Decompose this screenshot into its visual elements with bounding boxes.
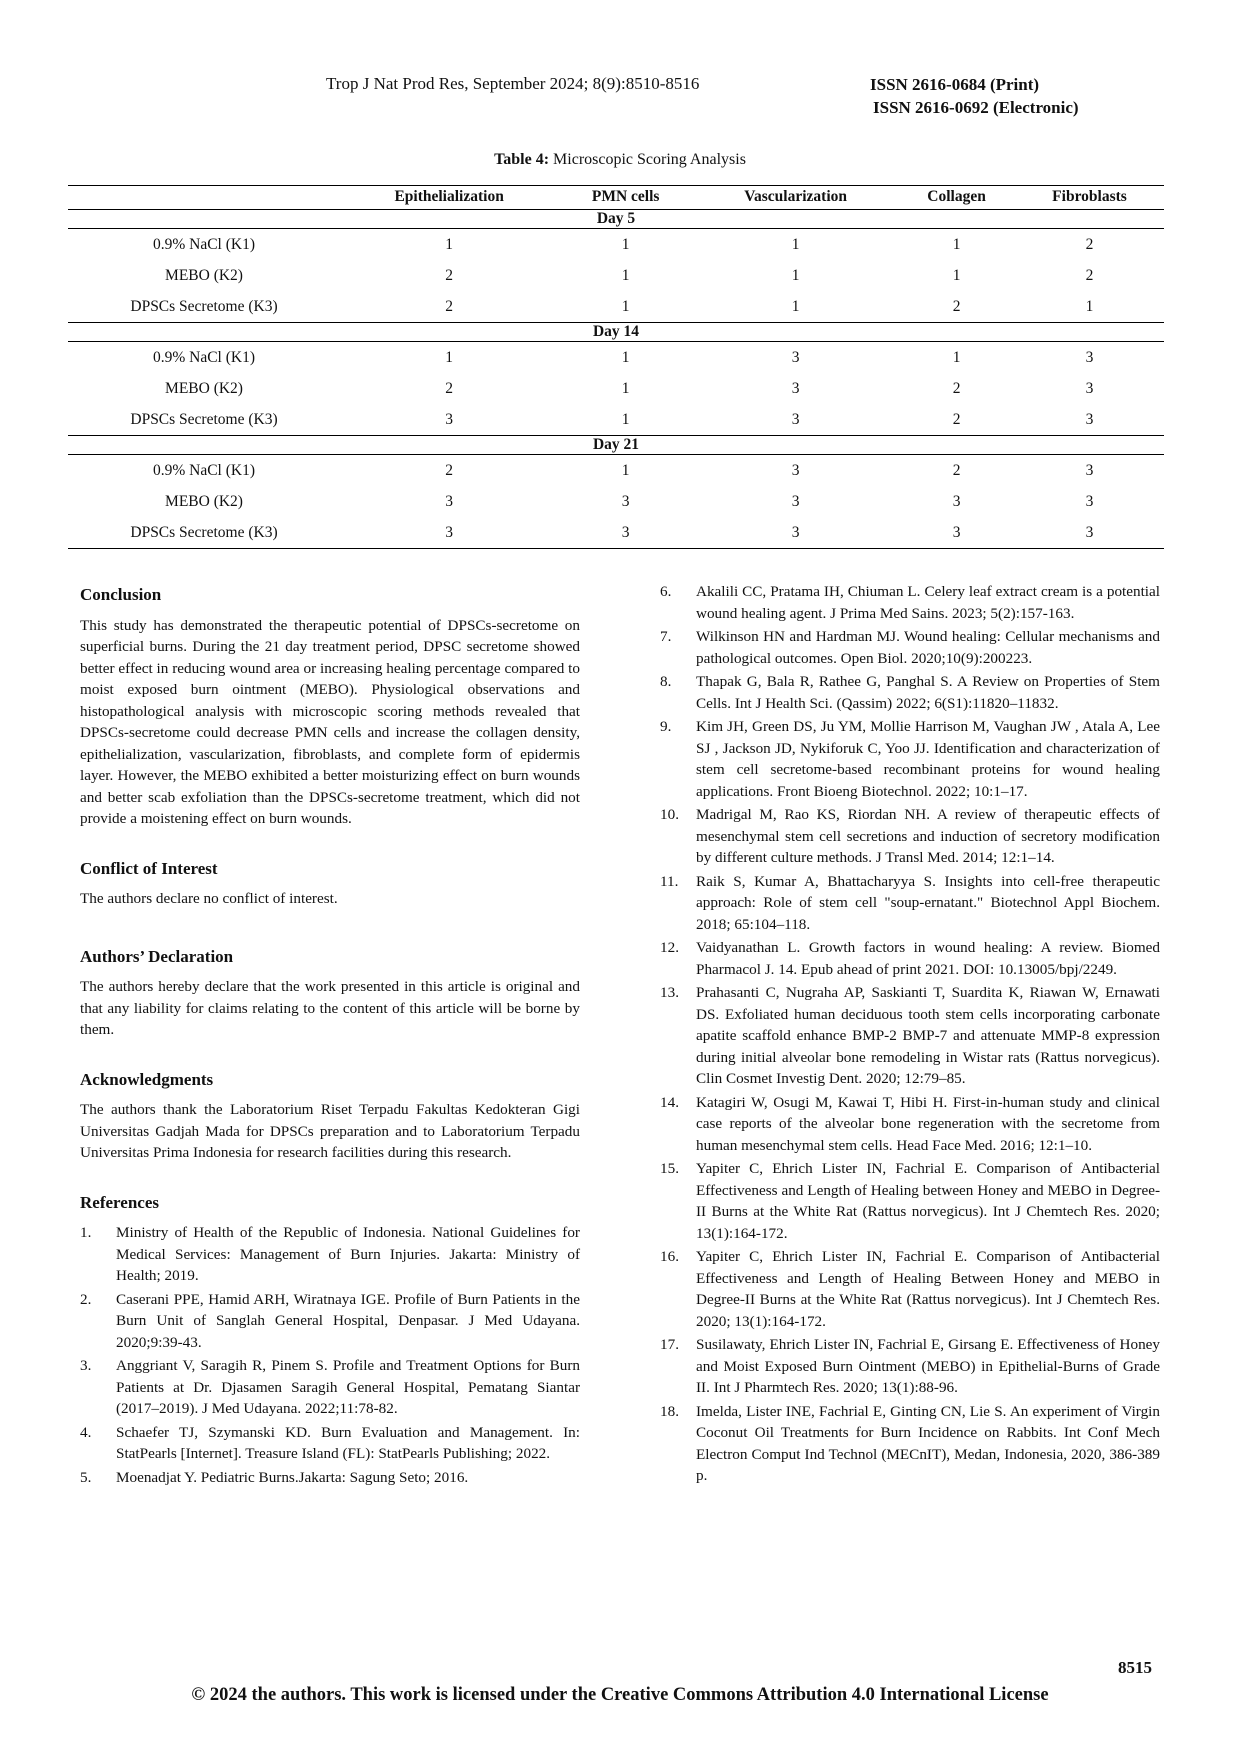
- score-cell: 2: [952, 379, 961, 397]
- score-cell: 1: [621, 379, 630, 397]
- group-cell: DPSCs Secretome (K3): [68, 517, 340, 549]
- reference-number: 13.: [660, 984, 679, 1001]
- score-cell: 3: [1085, 379, 1094, 397]
- score-cell: 3: [1085, 461, 1094, 479]
- score-cell: 3: [1015, 517, 1164, 549]
- reference-item: [660, 626, 1160, 669]
- acknowledgments-text: The authors thank the Laboratorium Riset Terpadu Fakultas Kedokteran Gigi Universitas Gadjah Mada for DPSCs preparation and to Laboratorium Terpadu Universitas Prima Indonesia for research facilities during this research.: [80, 1101, 580, 1161]
- conflict-section: [80, 858, 580, 910]
- reference-number: 14.: [660, 1093, 679, 1111]
- day-label: Day 14: [68, 323, 1164, 342]
- column-header: Fibroblasts: [1015, 186, 1164, 210]
- table-caption: [0, 151, 1240, 169]
- score-cell: 1: [621, 297, 630, 315]
- score-cell: 3: [558, 517, 693, 549]
- references-list-left: [80, 1222, 580, 1488]
- conclusion-section: [80, 584, 580, 830]
- reference-number: 3.: [80, 1357, 92, 1374]
- reference-item: [660, 1334, 1160, 1399]
- right-column: [660, 581, 1160, 1489]
- reference-text: Thapak G, Bala R, Rathee G, Panghal S. A Review on Properties of Stem Cells. Int J Health Sci. (Qassim) 2022; 6(S1):11820–11832.: [696, 673, 1160, 712]
- score-cell: 1: [952, 235, 961, 253]
- group-cell: MEBO (K2): [165, 492, 243, 510]
- reference-number: 7.: [660, 628, 672, 645]
- table-row: [68, 486, 1164, 517]
- reference-number: 11.: [660, 872, 679, 890]
- table-row: [68, 373, 1164, 404]
- table-row: [68, 260, 1164, 291]
- reference-item: [660, 1401, 1160, 1487]
- score-cell: 2: [445, 379, 453, 397]
- score-cell: 1: [621, 410, 630, 428]
- reference-item: [660, 1158, 1160, 1244]
- score-cell: 1: [952, 266, 961, 284]
- group-cell: DPSCs Secretome (K3): [130, 297, 278, 315]
- reference-item: [80, 1289, 580, 1354]
- acknowledgments-section: [80, 1069, 580, 1164]
- score-cell: 3: [340, 517, 558, 549]
- reference-text: Kim JH, Green DS, Ju YM, Mollie Harrison M, Vaughan JW , Atala A, Lee SJ , Jackson JD, Nykiforuk C, Yoo JJ. Identification and characterization of stem cell secretome-based recombinant proteins for wound healing applications. Front Bioeng Biotechnol. 2022; 10:1–17.: [696, 718, 1160, 800]
- left-column: [80, 584, 580, 1490]
- score-cell: 2: [952, 461, 961, 479]
- table-body: [68, 210, 1164, 549]
- reference-text: Madrigal M, Rao KS, Riordan NH. A review of therapeutic effects of mesenchymal stem cell secretions and induction of secretory modification by different culture methods. J Transl Med. 2014; 12:1–14.: [696, 806, 1160, 866]
- reference-item: [660, 581, 1160, 624]
- reference-text: Caserani PPE, Hamid ARH, Wiratnaya IGE. Profile of Burn Patients in the Burn Unit of Sanglah General Hospital, Denpasar. J Med Udayana. 2020;9:39-43.: [116, 1290, 580, 1351]
- score-cell: 3: [952, 492, 961, 510]
- table-row: [68, 342, 1164, 374]
- reference-item: [660, 871, 1160, 936]
- acknowledgments-heading: Acknowledgments: [80, 1069, 214, 1089]
- score-cell: 3: [791, 461, 800, 479]
- score-cell: 1: [621, 266, 630, 284]
- declaration-text: The authors hereby declare that the work presented in this article is original and that any liability for claims relating to the content of this article will be borne by them.: [80, 978, 580, 1038]
- reference-number: 15.: [660, 1160, 679, 1177]
- license-footer: © 2024 the authors. This work is licensed under the Creative Commons Attribution 4.0 International License: [191, 1685, 1049, 1705]
- reference-text: Imelda, Lister INE, Fachrial E, Ginting CN, Lie S. An experiment of Virgin Coconut Oil Treatments for Burn Incidence on Rabbits. Int Conf Mech Electron Comput Ind Technol (MECnIT), Medan, Indonesia, 2020, 386-389 p.: [696, 1402, 1160, 1484]
- declaration-section: [80, 946, 580, 1041]
- score-cell: 2: [952, 297, 961, 315]
- score-cell: 3: [791, 410, 800, 428]
- score-cell: 3: [898, 517, 1015, 549]
- day-group-row: [68, 323, 1164, 342]
- reference-number: 4.: [80, 1423, 92, 1441]
- reference-item: [80, 1422, 580, 1465]
- score-cell: 1: [791, 266, 800, 284]
- reference-number: 12.: [660, 939, 679, 956]
- table-row: [68, 229, 1164, 261]
- declaration-heading: Authors’ Declaration: [80, 946, 234, 966]
- group-cell: MEBO (K2): [165, 266, 243, 284]
- page-number: 8515: [1118, 1658, 1152, 1677]
- table-row: [68, 517, 1164, 549]
- score-cell: 2: [1085, 266, 1094, 284]
- score-cell: 1: [791, 235, 800, 253]
- score-cell: 3: [621, 492, 630, 510]
- day-label: Day 21: [68, 436, 1164, 455]
- reference-item: [660, 716, 1160, 802]
- conclusion-heading: Conclusion: [80, 585, 162, 604]
- score-cell: 1: [952, 348, 961, 366]
- score-cell: 3: [791, 379, 800, 397]
- reference-text: Schaefer TJ, Szymanski KD. Burn Evaluation and Management. In: StatPearls [Internet]. Treasure Island (FL): StatPearls Publishing; 2022.: [116, 1423, 580, 1462]
- reference-text: Raik S, Kumar A, Bhattacharyya S. Insights into cell-free therapeutic approach: Role of stem cell "soup-ernatant." Biotechnol Appl Biochem. 2018; 65:104–118.: [696, 872, 1160, 933]
- score-cell: 1: [621, 235, 630, 253]
- table-row: [68, 291, 1164, 323]
- reference-number: 1.: [80, 1224, 92, 1241]
- table-row: [68, 404, 1164, 436]
- day-group-row: [68, 210, 1164, 229]
- score-cell: 3: [791, 348, 800, 366]
- conclusion-text: This study has demonstrated the therapeutic potential of DPSCs-secretome on superficial burns. During the 21 day treatment period, DPSC secretome showed better effect in reducing wound area or increasing healing percentage compared to moist exposed burn ointment (MEBO). Physiological observations and histopathological analysis with microscopic scoring methods revealed that DPSCs-secretome could decrease PMN cells and increase the collagen density, epithelialization, vascularization, fibroblasts, and complete form of epidermis layer. However, the MEBO exhibited a better moisturizing effect on burn wounds and better scab exfoliation than the DPSCs-secretome treatment, which did not provide a moistening effect on burn wounds.: [80, 616, 580, 827]
- score-cell: 1: [445, 348, 453, 366]
- reference-number: 2.: [80, 1290, 92, 1308]
- reference-text: Akalili CC, Pratama IH, Chiuman L. Celery leaf extract cream is a potential wound healing agent. J Prima Med Sains. 2023; 5(2):157-163.: [696, 583, 1160, 622]
- conflict-heading: Conflict of Interest: [80, 858, 218, 878]
- column-header: Epithelialization: [340, 186, 558, 210]
- reference-item: [660, 1246, 1160, 1332]
- reference-number: 8.: [660, 673, 672, 690]
- reference-item: [660, 937, 1160, 980]
- group-cell: MEBO (K2): [165, 379, 243, 397]
- references-section: [80, 1192, 580, 1489]
- table-row: [68, 455, 1164, 487]
- issn-electronic: ISSN 2616-0692 (Electronic): [873, 97, 1079, 117]
- reference-number: 9.: [660, 718, 672, 735]
- reference-text: Ministry of Health of the Republic of Indonesia. National Guidelines for Medical Services: Management of Burn Injuries. Jakarta: Ministry of Health; 2019.: [116, 1224, 580, 1284]
- reference-number: 17.: [660, 1336, 679, 1353]
- score-cell: 3: [1085, 492, 1094, 510]
- day-group-row: [68, 436, 1164, 455]
- reference-text: Susilawaty, Ehrich Lister IN, Fachrial E, Girsang E. Effectiveness of Honey and Moist Exposed Burn Ointment (MEBO) in Epithelial-Burns of Grade II. Int J Pharmtech Res. 2020; 13(1):88-96.: [696, 1336, 1160, 1396]
- reference-item: [80, 1355, 580, 1420]
- reference-number: 6.: [660, 583, 672, 600]
- score-cell: 2: [445, 461, 453, 479]
- score-cell: 3: [445, 492, 453, 510]
- references-list-right: [660, 581, 1160, 1487]
- issn-block: [870, 74, 1079, 120]
- score-cell: 3: [1085, 348, 1094, 366]
- table-caption-text: Microscopic Scoring Analysis: [549, 151, 746, 168]
- table-header-row: [68, 186, 1164, 210]
- score-cell: 3: [693, 517, 898, 549]
- column-header: Collagen: [898, 186, 1015, 210]
- score-cell: 1: [445, 235, 453, 253]
- journal-citation: Trop J Nat Prod Res, September 2024; 8(9):8510-8516: [326, 74, 700, 93]
- column-header: [68, 186, 340, 210]
- reference-number: 16.: [660, 1248, 679, 1265]
- references-heading: References: [80, 1192, 159, 1212]
- score-cell: 1: [621, 348, 630, 366]
- group-cell: 0.9% NaCl (K1): [152, 461, 256, 479]
- table-caption-label: Table 4:: [494, 151, 550, 168]
- score-cell: 2: [445, 266, 453, 284]
- reference-text: Moenadjat Y. Pediatric Burns.Jakarta: Sagung Seto; 2016.: [116, 1468, 469, 1486]
- reference-text: Yapiter C, Ehrich Lister IN, Fachrial E. Comparison of Antibacterial Effectiveness and Length of Healing Between Honey and MEBO in Degree-II Burns at the White Rat (Rattus norvegicus). Int J Chemtech Res. 2020; 13(1):164-172.: [696, 1248, 1160, 1330]
- reference-item: [80, 1467, 580, 1489]
- score-cell: 3: [1085, 410, 1094, 428]
- reference-text: Yapiter C, Ehrich Lister IN, Fachrial E. Comparison of Antibacterial Effectiveness and Length of Healing between Honey and MEBO in Degree-II Burns at the White Rat (Rattus norvegicus). Int J Chemtech Res. 2020; 13(1):164-172.: [696, 1160, 1160, 1242]
- score-cell: 3: [445, 410, 453, 428]
- column-header: Vascularization: [693, 186, 898, 210]
- reference-text: Anggriant V, Saragih R, Pinem S. Profile and Treatment Options for Burn Patients at Dr. Djasamen Saragih General Hospital, Pematang Siantar (2017–2019). J Med Udayana. 2022;11:78-82.: [116, 1357, 580, 1417]
- reference-item: [660, 671, 1160, 714]
- score-cell: 3: [791, 492, 800, 510]
- score-cell: 2: [445, 297, 453, 315]
- reference-number: 5.: [80, 1468, 92, 1486]
- score-cell: 2: [1085, 235, 1094, 253]
- day-label: Day 5: [68, 210, 1164, 229]
- reference-number: 10.: [660, 806, 679, 823]
- reference-item: [660, 804, 1160, 869]
- microscopic-scoring-table: [68, 185, 1164, 549]
- reference-text: Vaidyanathan L. Growth factors in wound healing: A review. Biomed Pharmacol J. 14. Epub ahead of print 2021. DOI: 10.13005/bpj/2249.: [696, 939, 1160, 978]
- reference-text: Prahasanti C, Nugraha AP, Saskianti T, Suardita K, Riawan W, Ernawati DS. Exfoliated human deciduous tooth stem cells incorporating carbonate apatite scaffold enhance BMP-2 BMP-7 and attenuate MMP-8 expression during initial alveolar bone remodeling in Wistar rats (Rattus norvegicus). Clin Cosmet Investig Dent. 2020; 12:79–85.: [696, 984, 1160, 1087]
- score-cell: 1: [1085, 297, 1094, 315]
- group-cell: DPSCs Secretome (K3): [130, 410, 278, 428]
- reference-item: [80, 1222, 580, 1287]
- score-cell: 1: [791, 297, 800, 315]
- issn-print: ISSN 2616-0684 (Print): [870, 75, 1040, 94]
- reference-item: [660, 982, 1160, 1090]
- conflict-text: The authors declare no conflict of interest.: [80, 890, 338, 907]
- column-header: PMN cells: [558, 186, 693, 210]
- reference-item: [660, 1092, 1160, 1157]
- reference-text: Katagiri W, Osugi M, Kawai T, Hibi H. First-in-human study and clinical case reports of the alveolar bone regeneration with the secretome from human mesenchymal stem cells. Head Face Med. 2016; 12:1–10.: [696, 1093, 1160, 1154]
- group-cell: 0.9% NaCl (K1): [152, 348, 256, 366]
- score-cell: 2: [952, 410, 961, 428]
- reference-number: 18.: [660, 1402, 679, 1420]
- group-cell: 0.9% NaCl (K1): [152, 235, 256, 253]
- score-cell: 1: [621, 461, 630, 479]
- reference-text: Wilkinson HN and Hardman MJ. Wound healing: Cellular mechanisms and pathological outcomes. Open Biol. 2020;10(9):200223.: [696, 628, 1160, 667]
